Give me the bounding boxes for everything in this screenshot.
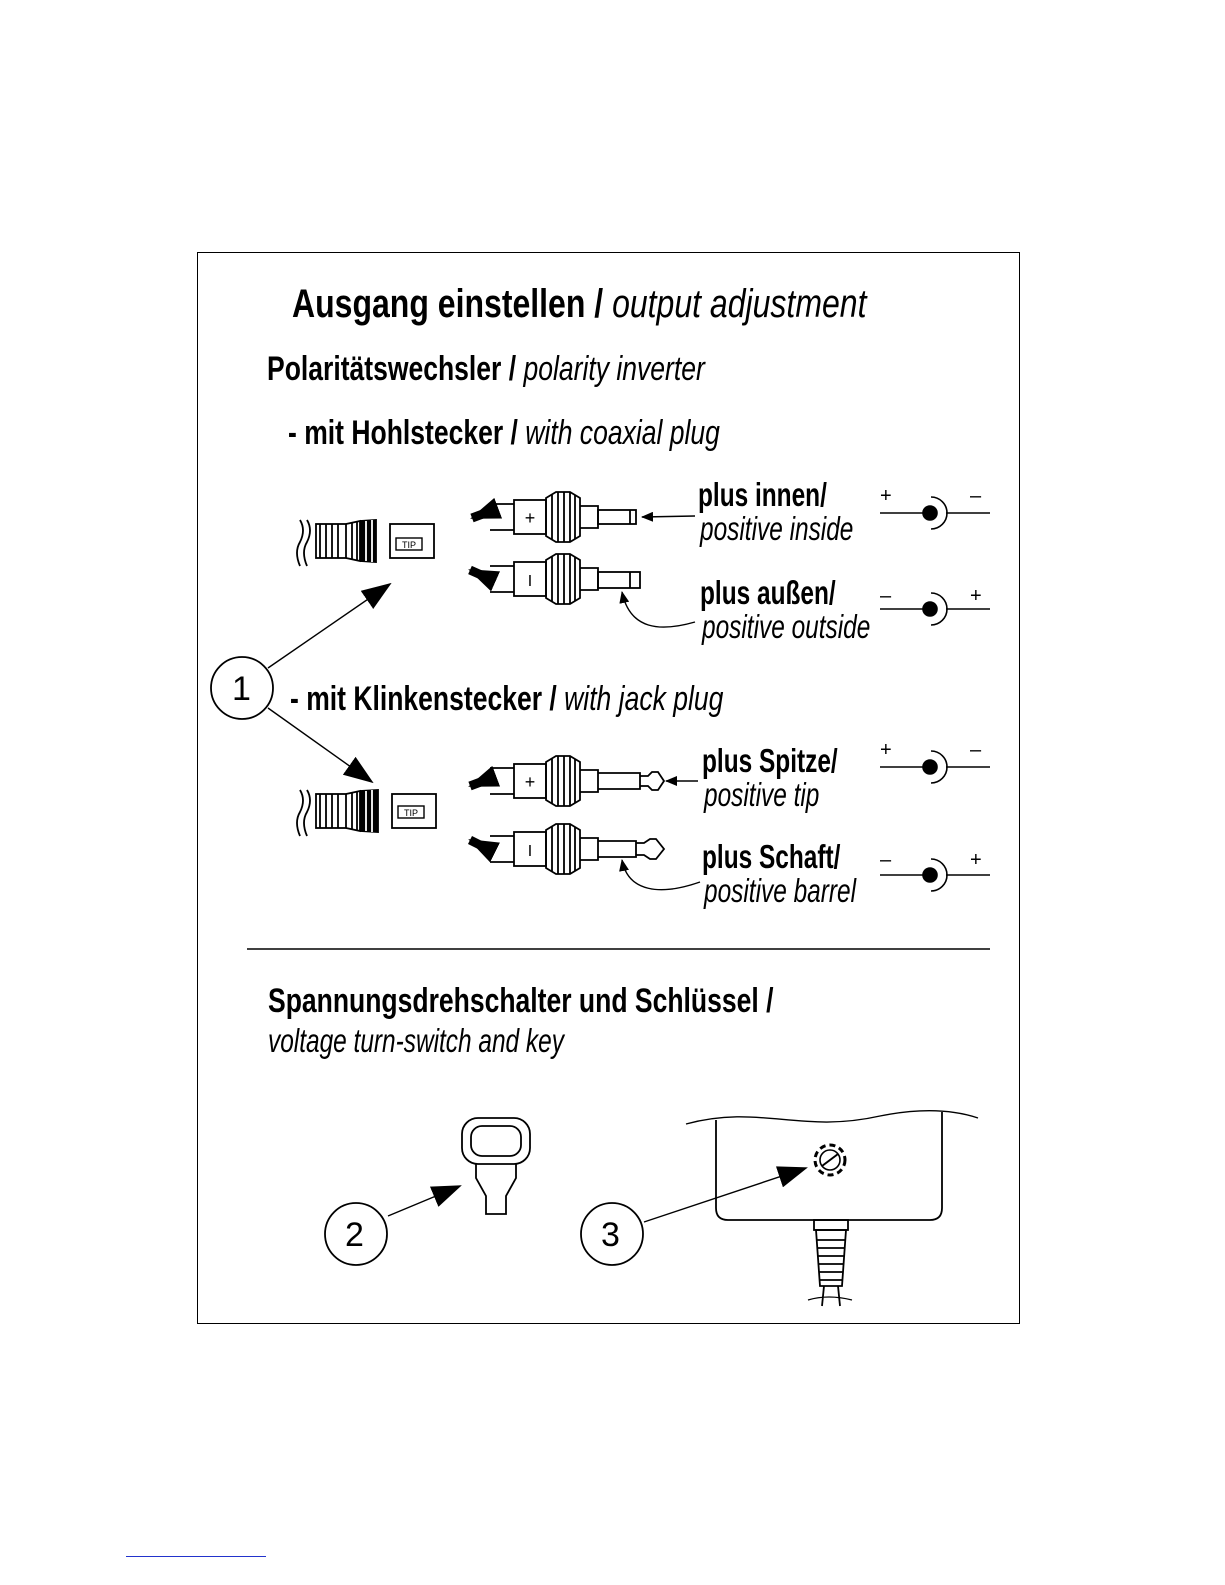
footer-link-underline: [126, 1556, 266, 1557]
coaxial-plug-negative: [490, 554, 640, 604]
section-switch-heading: Spannungsdrehschalter und Schlüssel /: [268, 982, 774, 1020]
jack-plug-minus-mark: I: [527, 843, 533, 860]
polarity-4-right: +: [970, 849, 982, 871]
polarity-3-right: –: [970, 739, 982, 761]
jack-opt1-sublabel: positive tip: [704, 776, 820, 813]
coaxial-plug-positive: [490, 492, 636, 542]
callout-1-number: 1: [232, 670, 251, 708]
polarity-1-left: +: [880, 485, 892, 507]
coaxial-heading: - mit Hohlstecker / with coaxial plug: [288, 414, 720, 452]
jack-socket-tip-mark: TIP: [403, 808, 419, 818]
polarity-4-left: –: [880, 849, 892, 871]
coaxial-opt1-sublabel: positive inside: [700, 510, 854, 547]
coaxial-opt2-sublabel: positive outside: [702, 608, 871, 645]
callout-3-number: 3: [601, 1216, 620, 1254]
polarity-1-right: –: [970, 485, 982, 507]
coaxial-opt1-label: plus innen/: [698, 476, 827, 513]
jack-heading: - mit Klinkenstecker / with jack plug: [290, 680, 724, 718]
polarity-2-right: +: [970, 585, 982, 607]
callout-2-number: 2: [345, 1216, 364, 1254]
coaxial-plug-minus-mark: I: [527, 573, 533, 590]
jack-opt2-label: plus Schaft/: [702, 838, 841, 875]
jack-plug-negative: [490, 824, 664, 874]
turn-switch-knob: [815, 1145, 845, 1175]
insert-arrows: [470, 512, 488, 848]
jack-plug-positive: [490, 756, 664, 806]
jack-opt2-sublabel: positive barrel: [704, 872, 857, 909]
coaxial-opt2-label: plus außen/: [700, 574, 836, 611]
jack-opt1-label: plus Spitze/: [702, 742, 838, 779]
jack-plug-plus-mark: +: [524, 772, 536, 792]
page-title: Ausgang einstellen / output adjustment: [292, 282, 867, 326]
polarity-3-left: +: [880, 739, 892, 761]
key-drawing: [462, 1118, 530, 1214]
coaxial-plug-plus-mark: +: [524, 508, 536, 528]
section-switch-subheading: voltage turn-switch and key: [268, 1022, 564, 1059]
device-housing: [686, 1111, 978, 1306]
section-polarity-heading: Polaritätswechsler / polarity inverter: [267, 350, 705, 388]
coaxial-socket-tip-mark: TIP: [401, 540, 417, 550]
polarity-2-left: –: [880, 585, 892, 607]
